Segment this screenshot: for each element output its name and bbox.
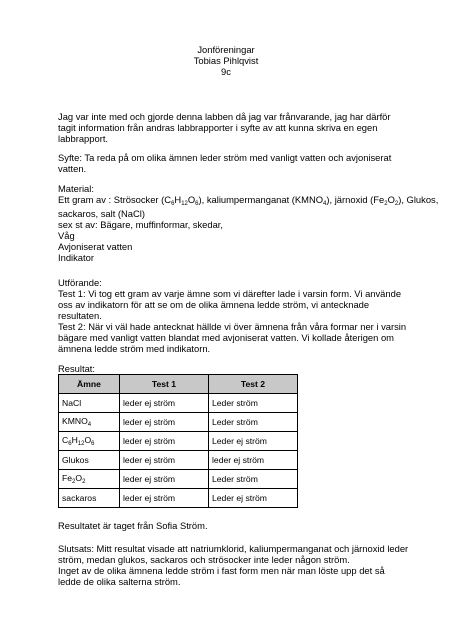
conclusion-section <box>58 543 410 587</box>
procedure-section <box>58 277 410 354</box>
table-row <box>59 413 298 432</box>
results-table <box>58 374 298 508</box>
cell-test-2: Leder ström <box>209 394 298 413</box>
cell-substance: NaCl <box>59 394 120 413</box>
column-header-substance: Ämne <box>59 375 120 394</box>
cell-substance: sackaros <box>59 489 120 508</box>
cell-test-2: Leder ström <box>209 413 298 432</box>
author-name: Tobias Pihlqvist <box>193 55 259 66</box>
cell-test-1: leder ej ström <box>120 432 209 451</box>
table-header-row <box>59 375 298 394</box>
material-line-5: Avjoniserat vatten <box>58 241 133 252</box>
material-line-2: sackaros, salt (NaCl) <box>58 208 145 219</box>
table-row <box>59 489 298 508</box>
material-line-1: Ett gram av : Strösocker $(C_6H_{12}O_6)$, kaliumpermanganat $(KMNO_4)$, järnoxid $(Fe_2O_2)$, Glukos, <box>58 194 439 207</box>
cell-test-1: leder ej ström <box>120 413 209 432</box>
document-title: Jonföreningar <box>197 44 255 55</box>
cell-test-1: leder ej ström <box>120 470 209 489</box>
procedure-test-1: Test 1: Vi tog ett gram av varje ämne som vi därefter lade i varsin form. Vi använde oss av indikatorn för att se om de olika ämnena ledde ström, vi antecknade resultaten. <box>58 288 402 321</box>
cell-test-1: leder ej ström <box>120 489 209 508</box>
conclusion-paragraph-2: Inget av de olika ämnena ledde ström i fast form men när man löste upp det så ledde de olika salterna ström. <box>58 565 385 587</box>
procedure-test-2: Test 2: När vi väl hade antecknat hällde vi över ämnena från våra formar ner i varsin bägare med vanligt vatten blandat med avjoniserat vatten. Vi kollade återigen om ämnena ledde ström med indikatorn. <box>58 321 407 354</box>
table-row <box>59 394 298 413</box>
class-label: 9c <box>221 66 231 77</box>
document-header <box>0 44 452 77</box>
source-note: Resultatet är taget från Sofia Ström. <box>58 520 208 531</box>
procedure-heading: Utförande: <box>58 277 102 288</box>
conclusion-paragraph-1: Slutsats: Mitt resultat visade att natriumklorid, kaliumpermanganat och järnoxid leder ström, medan glukos, sackaros och strösocker inte leder någon ström. <box>58 543 409 565</box>
cell-substance: $C_6H_{12}O_6$ <box>59 432 120 451</box>
table-row <box>59 470 298 489</box>
cell-test-2: Leder ström <box>209 470 298 489</box>
intro-paragraph: Jag var inte med och gjorde denna labben då jag var frånvarande, jag har därför tagit information från andras labbrapporter i syfte av att kunna skriva en egen labbrapport. <box>58 111 391 144</box>
table-row <box>59 451 298 470</box>
cell-substance: Glukos <box>59 451 120 470</box>
column-header-test-1: Test 1 <box>120 375 209 394</box>
column-header-test-2: Test 2 <box>209 375 298 394</box>
purpose-paragraph: Syfte: Ta reda på om olika ämnen leder ström med vanligt vatten och avjoniserat vatten. <box>58 152 392 174</box>
material-line-3: sex st av: Bägare, muffinformar, skedar, <box>58 219 224 230</box>
material-line-6: Indikator <box>58 252 94 263</box>
cell-test-2: Leder ej ström <box>209 432 298 451</box>
cell-test-2: leder ej ström <box>209 451 298 470</box>
table-row <box>59 432 298 451</box>
material-section <box>58 183 439 263</box>
material-heading: Material: <box>58 183 94 194</box>
cell-substance: $Fe_2O_2$ <box>59 470 120 489</box>
material-line-4: Våg <box>58 230 75 241</box>
cell-test-1: leder ej ström <box>120 394 209 413</box>
cell-test-1: leder ej ström <box>120 451 209 470</box>
cell-substance: $KMNO_4$ <box>59 413 120 432</box>
results-heading: Resultat: <box>58 363 95 374</box>
cell-test-2: Leder ej ström <box>209 489 298 508</box>
